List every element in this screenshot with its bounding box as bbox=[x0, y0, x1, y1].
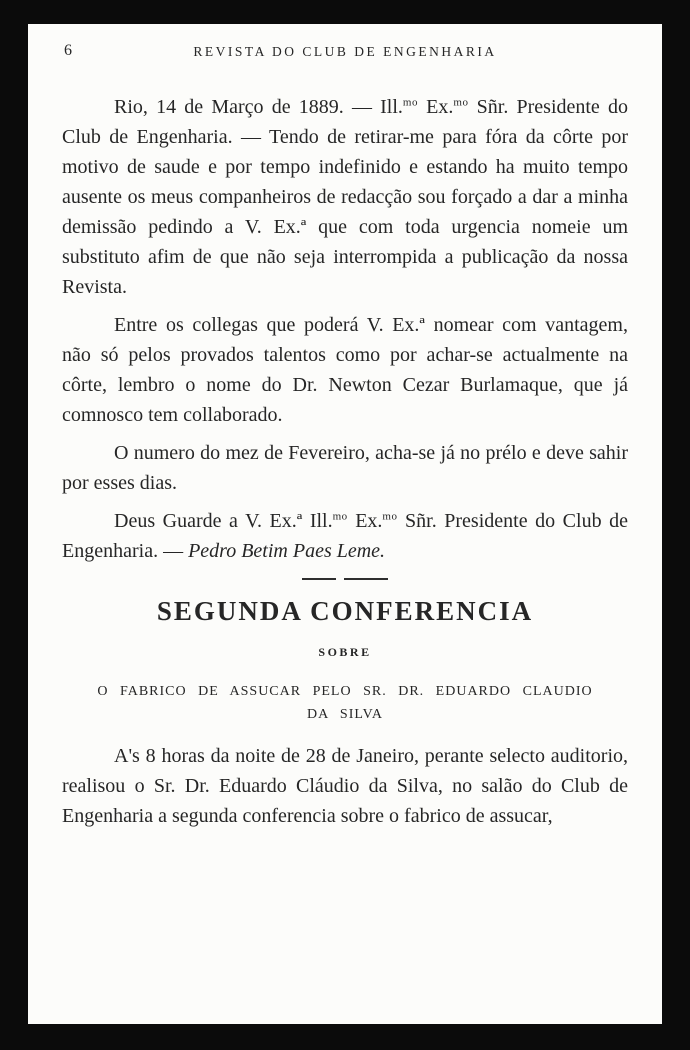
paragraph bbox=[62, 438, 628, 498]
section-divider bbox=[62, 578, 628, 580]
superscript-abbrev: mo bbox=[453, 96, 469, 109]
superscript-abbrev: mo bbox=[402, 96, 418, 109]
document-page bbox=[28, 24, 662, 1024]
text-segment: Sñr. Presidente do Club de Engenharia. — bbox=[62, 510, 628, 562]
divider-dash bbox=[302, 578, 336, 580]
text-segment: Rio, 14 de Março de 1889. — Ill. bbox=[114, 96, 403, 118]
conference-body bbox=[62, 741, 628, 831]
section-subject-line2: DA SILVA bbox=[306, 707, 384, 722]
paragraph bbox=[62, 741, 628, 831]
text-segment: O numero do mez de Fevereiro, acha-se já no prélo e deve sahir por esses dias. bbox=[62, 442, 628, 494]
journal-header: REVISTA DO CLUB DE ENGENHARIA bbox=[193, 44, 497, 59]
section-subtitle: SOBRE bbox=[318, 645, 372, 659]
superscript-abbrev: mo bbox=[382, 510, 398, 523]
divider-dash bbox=[344, 578, 388, 580]
page-number: 6 bbox=[64, 42, 73, 59]
paragraph bbox=[62, 310, 628, 430]
letter-body bbox=[62, 92, 628, 566]
page-header bbox=[62, 40, 628, 66]
paragraph bbox=[62, 506, 628, 566]
text-segment: Deus Guarde a V. Ex.ª Ill. bbox=[114, 510, 333, 532]
signature-text: Pedro Betim Paes Leme. bbox=[188, 540, 386, 562]
text-segment: Ex. bbox=[347, 510, 383, 532]
section-subject-line1: O FABRICO DE ASSUCAR PELO SR. DR. EDUARDO CLAUDIO bbox=[97, 684, 593, 699]
section-subject bbox=[62, 680, 628, 726]
text-segment: Ex. bbox=[417, 96, 454, 118]
text-segment: Entre os collegas que poderá V. Ex.ª nomear com vantagem, não só pelos provados talentos como por achar-se actualmente na côrte, lembro o nome do Dr. Newton Cezar Burlamaque, que já comnosco tem collaborado. bbox=[62, 314, 628, 426]
text-segment: A's 8 horas da noite de 28 de Janeiro, perante selecto auditorio, realisou o Sr. Dr. Eduardo Cláudio da Silva, no salão do Club de Engenharia a segunda conferencia sobre o fabrico de assucar, bbox=[62, 745, 628, 827]
section-title: SEGUNDA CONFERENCIA bbox=[156, 596, 534, 626]
superscript-abbrev: mo bbox=[332, 510, 348, 523]
paragraph bbox=[62, 92, 628, 302]
text-segment: Sñr. Presidente do Club de Engenharia. — Tendo de retirar-me para fóra da côrte por motivo de saude e por tempo indefinido e estando ha muito tempo ausente os meus companheiros de redacção sou forçado a dar a minha demissão pedindo a V. Ex.ª que com toda urgencia nomeie um substituto afim de que não seja interrompida a publicação da nossa Revista. bbox=[62, 96, 628, 298]
